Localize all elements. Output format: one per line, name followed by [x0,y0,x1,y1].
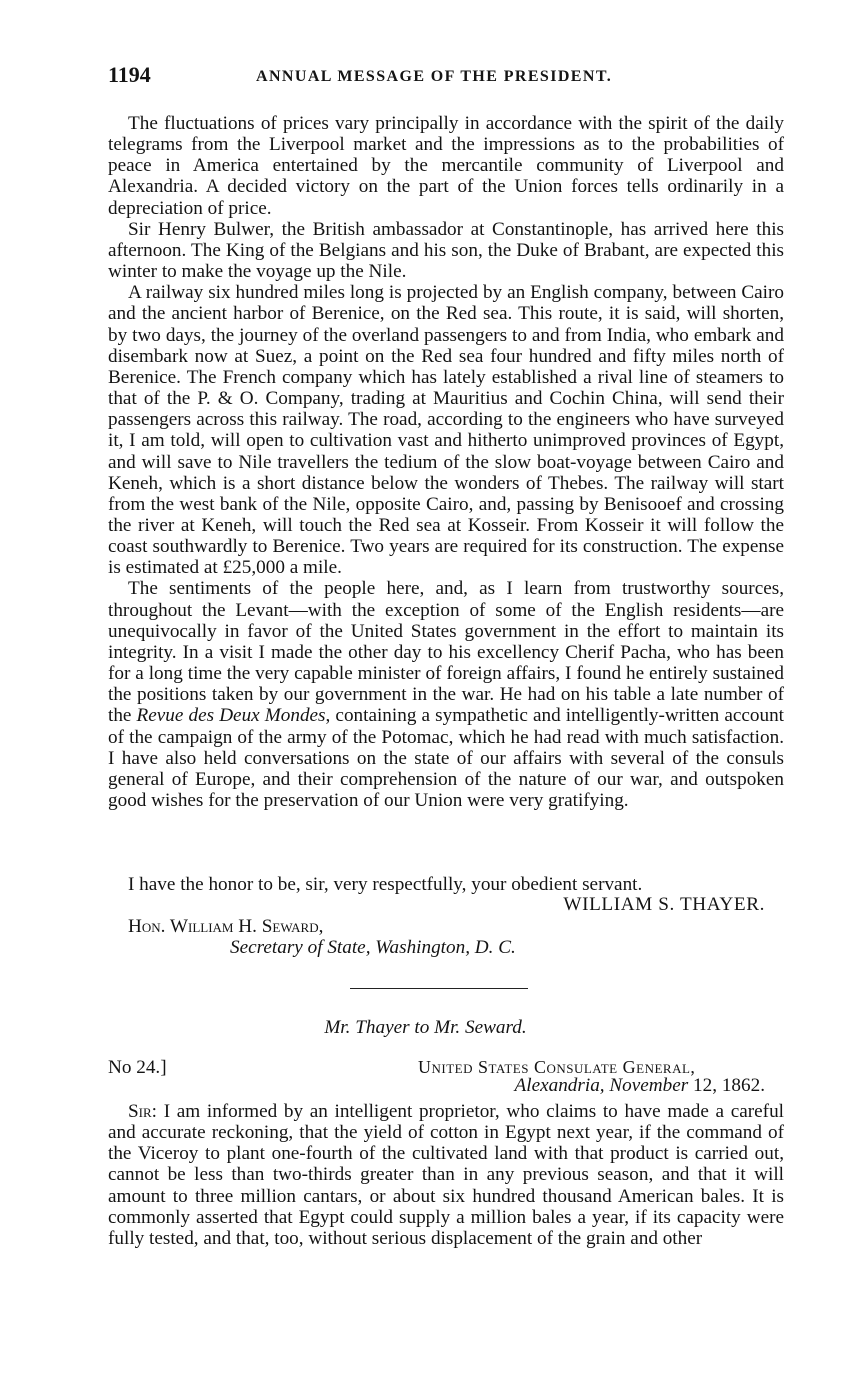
document-number: No 24.] [108,1057,167,1078]
paragraph [108,1101,784,1249]
paragraph: The fluctuations of prices vary principally in accordance with the spirit of the daily telegrams from the Liverpool market and the impressions as to the probabilities of peace in America entertained by the mercantile community of Liverpool and Alexandria. A decided victory on the part of the Union forces tells ordinarily in a depreciation of price. [108,113,784,219]
paragraph [108,578,784,811]
dateline-city-month: Alexandria, November [514,1075,689,1096]
dateline-date [515,1075,765,1097]
salutation: Sir: [128,1101,158,1122]
section-divider [350,988,528,989]
letter-body [108,1101,784,1249]
running-title: ANNUAL MESSAGE OF THE PRESIDENT. [256,68,613,85]
dateline-place: United States Consulate General, [418,1057,696,1077]
page-header [108,62,784,92]
dateline-day-year: 12, 1862. [693,1075,765,1096]
paragraph-text: The sentiments of the people here, and, as I learn from trustworthy sources, throughout the Levant—with the exception of some of the English residents—are unequivocally in favor of the United States government in the effort to maintain its integrity. In a visit I made the other day to his excellency Cherif Pacha, who has been for a long time the very capable minister of foreign affairs, I found he entirely sustained the positions taken by our government in the war. He had on his table a late number of the [108,578,784,727]
page-number: 1194 [108,62,151,87]
periodical-title: Revue des Deux Mondes [136,705,326,727]
addressee-title: Secretary of State, Washington, D. C. [230,937,516,958]
closing-line: I have the honor to be, sir, very respectfully, your obedient servant. [128,874,643,895]
paragraph: Sir Henry Bulwer, the British ambassador at Constantinople, has arrived here this afternoon. The King of the Belgians and his son, the Duke of Brabant, are expected this winter to make the voyage up the Nile. [108,218,784,283]
letter-heading: Mr. Thayer to Mr. Seward. [324,1017,527,1038]
addressee: Hon. William H. Seward, [128,916,324,937]
paragraph-text: , containing a sympathetic and intelligently-written account of the campaign of the army of the Potomac, which he had read with much satisfaction. I have also held conversations on the state of our affairs with several of the consuls general of Europe, and their comprehension of the nature of our war, and outspoken good wishes for the preservation of our Union were very gratifying. [108,705,784,811]
signature: WILLIAM S. THAYER. [563,894,765,915]
paragraph-text: I am informed by an intelligent proprietor, who claims to have made a careful and accurate reckoning, that the yield of cotton in Egypt next year, if the command of the Viceroy to plant one-fourth of the cultivated land with that product is carried out, cannot be less than two-thirds greater than in any previous season, and that it will amount to three million cantars, or about six hundred thousand American bales. It is commonly asserted that Egypt could supply a million bales a year, if its capacity were fully tested, and that, too, without serious displacement of the grain and other [108,1101,784,1249]
paragraph: A railway six hundred miles long is projected by an English company, between Cairo and the ancient harbor of Berenice, on the Red sea. This route, it is said, will shorten, by two days, the journey of the overland passengers to and from India, who embark and disembark now at Suez, a point on the Red sea four hundred and fifty miles north of Berenice. The French company which has lately established a rival line of steamers to that of the P. & O. Company, trading at Mauritius and Cochin China, will send their passengers across this railway. The road, according to the engineers who have surveyed it, I am told, will open to cultivation vast and hitherto unimproved provinces of Egypt, and will save to Nile travellers the tedium of the slow boat-voyage between Cairo and Keneh, which is a short distance below the wonders of Thebes. The railway will start from the west bank of the Nile, opposite Cairo, and, passing by Benisooef and crossing the river at Keneh, will touch the Red sea at Kosseir. From Kosseir it will follow the coast southwardly to Berenice. Two years are required for its construction. The expense is estimated at £25,000 a mile. [108,282,784,579]
letter-body [108,113,784,811]
